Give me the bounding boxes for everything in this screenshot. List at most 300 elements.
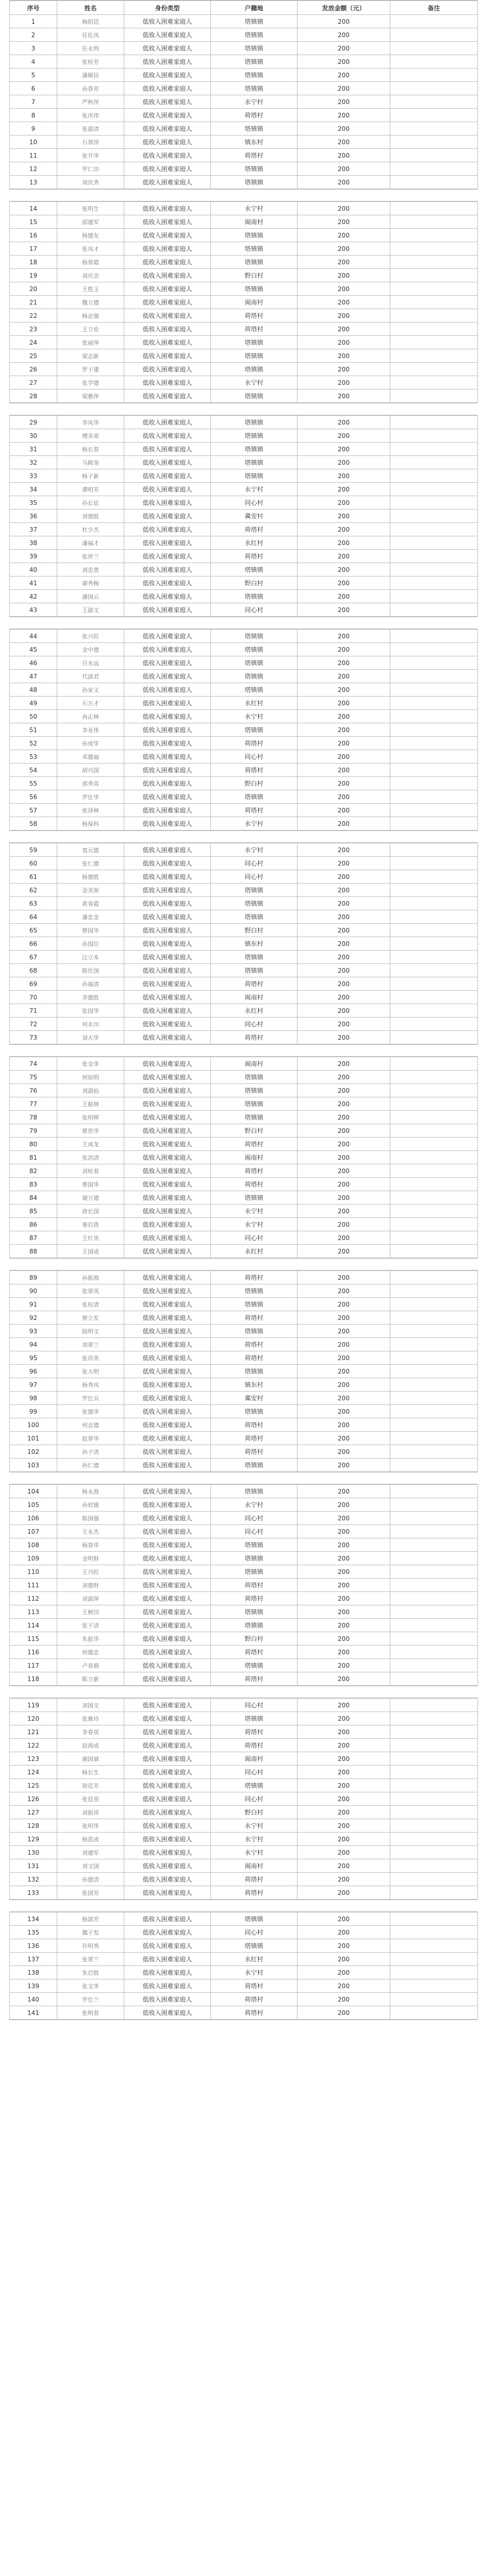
- cell-type: 低收入困难家庭人: [124, 55, 211, 69]
- cell-amount: 200: [298, 149, 390, 162]
- cell-amount: 200: [298, 710, 390, 723]
- cell-village: 塔镇镇: [211, 1084, 298, 1097]
- table-row: [10, 1525, 478, 1538]
- beneficiary-table: [9, 1912, 478, 2020]
- cell-amount: 200: [298, 1565, 390, 1579]
- cell-type: 低收入困难家庭人: [124, 804, 211, 817]
- cell-name: 王国成: [57, 1245, 124, 1258]
- cell-village: 永红村: [211, 1004, 298, 1018]
- cell-village: 塔镇镇: [211, 1097, 298, 1111]
- cell-type: 低收入困难家庭人: [124, 764, 211, 777]
- cell-amount: 200: [298, 1752, 390, 1766]
- cell-no: 70: [10, 991, 57, 1004]
- cell-note: [390, 656, 478, 670]
- cell-type: 低收入困难家庭人: [124, 510, 211, 523]
- cell-name: 金明财: [57, 1552, 124, 1565]
- cell-no: 130: [10, 1846, 57, 1859]
- cell-note: [390, 1592, 478, 1605]
- cell-name: 张文华: [57, 1979, 124, 1993]
- header-no: 序号: [10, 1, 57, 15]
- cell-type: 低收入困难家庭人: [124, 1338, 211, 1351]
- cell-no: 102: [10, 1445, 57, 1459]
- table-row: [10, 804, 478, 817]
- header-type: 身份类型: [124, 1, 211, 15]
- cell-village: 塔镇镇: [211, 229, 298, 242]
- cell-village: 冀安村: [211, 510, 298, 523]
- cell-note: [390, 1138, 478, 1151]
- cell-type: 低收入困难家庭人: [124, 256, 211, 269]
- cell-amount: 200: [298, 122, 390, 135]
- table-row: [10, 910, 478, 924]
- table-row: [10, 1191, 478, 1205]
- cell-village: 荷塔村: [211, 1311, 298, 1325]
- cell-name: 杨德胜: [57, 870, 124, 884]
- cell-no: 23: [10, 323, 57, 336]
- cell-name: 杨志强: [57, 309, 124, 323]
- table-row: [10, 1632, 478, 1646]
- cell-type: 低收入困难家庭人: [124, 469, 211, 483]
- cell-type: 低收入困难家庭人: [124, 1057, 211, 1071]
- table-row: [10, 857, 478, 870]
- cell-name: 王振林: [57, 1097, 124, 1111]
- table-row: [10, 1459, 478, 1472]
- cell-name: 吕永远: [57, 656, 124, 670]
- cell-type: 低收入困难家庭人: [124, 1632, 211, 1646]
- cell-note: [390, 870, 478, 884]
- table-row: [10, 376, 478, 389]
- cell-type: 低收入困难家庭人: [124, 1031, 211, 1044]
- cell-name: 张淑清: [57, 122, 124, 135]
- table-row: [10, 1966, 478, 1979]
- cell-village: 塔镇镇: [211, 670, 298, 683]
- cell-note: [390, 884, 478, 897]
- cell-note: [390, 202, 478, 215]
- cell-type: 低收入困难家庭人: [124, 603, 211, 617]
- cell-village: 塔镇镇: [211, 1459, 298, 1472]
- cell-name: 胡兴国: [57, 764, 124, 777]
- table-row: [10, 656, 478, 670]
- cell-name: 罗仕兰: [57, 1993, 124, 2006]
- cell-note: [390, 1739, 478, 1752]
- cell-village: 荷塔村: [211, 1592, 298, 1605]
- cell-no: 24: [10, 336, 57, 349]
- cell-no: 80: [10, 1138, 57, 1151]
- table-row: [10, 1124, 478, 1138]
- cell-note: [390, 1912, 478, 1926]
- cell-amount: 200: [298, 176, 390, 189]
- cell-type: 低收入困难家庭人: [124, 429, 211, 443]
- cell-village: 荷塔村: [211, 1432, 298, 1445]
- cell-note: [390, 15, 478, 28]
- cell-name: 罗仕华: [57, 790, 124, 804]
- cell-note: [390, 176, 478, 189]
- cell-type: 低收入困难家庭人: [124, 1271, 211, 1284]
- table-sheet: [9, 0, 477, 190]
- cell-no: 62: [10, 884, 57, 897]
- cell-name: 张翠英: [57, 1284, 124, 1298]
- cell-note: [390, 603, 478, 617]
- cell-no: 5: [10, 69, 57, 82]
- table-row: [10, 510, 478, 523]
- cell-amount: 200: [298, 843, 390, 857]
- cell-no: 7: [10, 95, 57, 109]
- cell-village: 塔镇镇: [211, 256, 298, 269]
- table-row: [10, 323, 478, 336]
- cell-type: 低收入困难家庭人: [124, 1218, 211, 1231]
- cell-village: 塔镇镇: [211, 563, 298, 577]
- cell-type: 低收入困难家庭人: [124, 336, 211, 349]
- cell-type: 低收入困难家庭人: [124, 1833, 211, 1846]
- cell-amount: 200: [298, 1725, 390, 1739]
- table-row: [10, 1659, 478, 1672]
- cell-village: 同心村: [211, 603, 298, 617]
- cell-name: 蔡世华: [57, 1124, 124, 1138]
- cell-name: 李凤华: [57, 416, 124, 429]
- cell-amount: 200: [298, 269, 390, 282]
- table-row: [10, 764, 478, 777]
- cell-village: 永红村: [211, 1245, 298, 1258]
- cell-name: 谢万德: [57, 1191, 124, 1205]
- cell-note: [390, 991, 478, 1004]
- cell-village: 塔镇镇: [211, 336, 298, 349]
- cell-type: 低收入困难家庭人: [124, 1459, 211, 1472]
- cell-village: 荷塔村: [211, 1031, 298, 1044]
- cell-name: 代淑君: [57, 670, 124, 683]
- table-sheet: [9, 842, 477, 1045]
- cell-name: 陈仕国: [57, 964, 124, 977]
- table-row: [10, 296, 478, 309]
- cell-name: 刘建军: [57, 1846, 124, 1859]
- cell-type: 低收入困难家庭人: [124, 750, 211, 764]
- table-row: [10, 149, 478, 162]
- cell-type: 低收入困难家庭人: [124, 577, 211, 590]
- cell-amount: 200: [298, 1498, 390, 1512]
- cell-note: [390, 336, 478, 349]
- cell-name: 王立伦: [57, 323, 124, 336]
- cell-no: 78: [10, 1111, 57, 1124]
- cell-type: 低收入困难家庭人: [124, 1071, 211, 1084]
- cell-type: 低收入困难家庭人: [124, 1712, 211, 1725]
- table-row: [10, 1084, 478, 1097]
- table-row: [10, 630, 478, 643]
- cell-type: 低收入困难家庭人: [124, 282, 211, 296]
- cell-no: 105: [10, 1498, 57, 1512]
- table-row: [10, 1993, 478, 2006]
- cell-name: 杨淑芳: [57, 1912, 124, 1926]
- cell-type: 低收入困难家庭人: [124, 777, 211, 790]
- cell-village: 闽南村: [211, 296, 298, 309]
- cell-note: [390, 910, 478, 924]
- cell-amount: 200: [298, 1004, 390, 1018]
- cell-amount: 200: [298, 55, 390, 69]
- cell-type: 低收入困难家庭人: [124, 483, 211, 496]
- cell-amount: 200: [298, 804, 390, 817]
- header-village: 户籍地: [211, 1, 298, 15]
- cell-no: 2: [10, 28, 57, 42]
- cell-type: 低收入困难家庭人: [124, 95, 211, 109]
- cell-village: 塔镇镇: [211, 15, 298, 28]
- table-sheet: [9, 1698, 477, 1900]
- cell-amount: 200: [298, 1298, 390, 1311]
- cell-type: 低收入困难家庭人: [124, 1538, 211, 1552]
- cell-amount: 200: [298, 577, 390, 590]
- cell-no: 135: [10, 1926, 57, 1939]
- cell-note: [390, 1018, 478, 1031]
- table-row: [10, 870, 478, 884]
- cell-village: 同心村: [211, 750, 298, 764]
- cell-village: 荷塔村: [211, 2006, 298, 2020]
- cell-village: 塔镇镇: [211, 242, 298, 256]
- cell-name: 黄春霞: [57, 897, 124, 910]
- cell-note: [390, 1084, 478, 1097]
- cell-note: [390, 483, 478, 496]
- cell-no: 127: [10, 1806, 57, 1819]
- cell-type: 低收入困难家庭人: [124, 563, 211, 577]
- cell-note: [390, 242, 478, 256]
- table-row: [10, 1565, 478, 1579]
- cell-amount: 200: [298, 1512, 390, 1525]
- cell-amount: 200: [298, 1859, 390, 1873]
- cell-note: [390, 135, 478, 149]
- cell-name: 张洪英: [57, 1351, 124, 1365]
- cell-note: [390, 817, 478, 831]
- cell-type: 低收入困难家庭人: [124, 1725, 211, 1739]
- cell-note: [390, 1752, 478, 1766]
- cell-amount: 200: [298, 1846, 390, 1859]
- cell-village: 荷塔村: [211, 1979, 298, 1993]
- cell-name: 刘德胜: [57, 510, 124, 523]
- cell-note: [390, 777, 478, 790]
- cell-amount: 200: [298, 737, 390, 750]
- cell-note: [390, 1939, 478, 1953]
- table-row: [10, 1284, 478, 1298]
- cell-amount: 200: [298, 1445, 390, 1459]
- cell-name: 唐长国: [57, 1205, 124, 1218]
- cell-name: 张桂芳: [57, 55, 124, 69]
- cell-note: [390, 1071, 478, 1084]
- cell-type: 低收入困难家庭人: [124, 1699, 211, 1712]
- cell-village: 塔镇镇: [211, 590, 298, 603]
- cell-name: 李德胜: [57, 991, 124, 1004]
- cell-amount: 200: [298, 924, 390, 937]
- cell-type: 低收入困难家庭人: [124, 857, 211, 870]
- cell-amount: 200: [298, 215, 390, 229]
- table-row: [10, 1766, 478, 1779]
- cell-village: 塔镇镇: [211, 28, 298, 42]
- cell-type: 低收入困难家庭人: [124, 1552, 211, 1565]
- cell-amount: 200: [298, 496, 390, 510]
- cell-type: 低收入困难家庭人: [124, 1512, 211, 1525]
- cell-name: 蔡立发: [57, 1311, 124, 1325]
- cell-no: 115: [10, 1632, 57, 1646]
- cell-no: 47: [10, 670, 57, 683]
- cell-type: 低收入困难家庭人: [124, 1097, 211, 1111]
- table-row: [10, 843, 478, 857]
- cell-name: 杨长生: [57, 1766, 124, 1779]
- cell-amount: 200: [298, 1071, 390, 1084]
- cell-note: [390, 723, 478, 737]
- cell-type: 低收入困难家庭人: [124, 82, 211, 95]
- cell-note: [390, 1993, 478, 2006]
- cell-no: 20: [10, 282, 57, 296]
- table-row: [10, 723, 478, 737]
- cell-note: [390, 643, 478, 656]
- cell-note: [390, 1151, 478, 1164]
- cell-note: [390, 897, 478, 910]
- cell-village: 塔镇镇: [211, 1485, 298, 1498]
- cell-no: 31: [10, 443, 57, 456]
- cell-name: 冉正林: [57, 710, 124, 723]
- cell-note: [390, 683, 478, 697]
- cell-note: [390, 563, 478, 577]
- cell-no: 17: [10, 242, 57, 256]
- cell-name: 杨德友: [57, 229, 124, 242]
- cell-type: 低收入困难家庭人: [124, 296, 211, 309]
- cell-no: 86: [10, 1218, 57, 1231]
- table-row: [10, 1926, 478, 1939]
- beneficiary-table: [9, 1270, 478, 1472]
- cell-no: 4: [10, 55, 57, 69]
- cell-village: 塔镇镇: [211, 1619, 298, 1632]
- cell-amount: 200: [298, 363, 390, 376]
- cell-amount: 200: [298, 28, 390, 42]
- cell-type: 低收入困难家庭人: [124, 1565, 211, 1579]
- cell-village: 野白村: [211, 1632, 298, 1646]
- cell-type: 低收入困难家庭人: [124, 149, 211, 162]
- cell-village: 塔镇镇: [211, 1365, 298, 1378]
- cell-note: [390, 1338, 478, 1351]
- cell-note: [390, 349, 478, 363]
- cell-no: 79: [10, 1124, 57, 1138]
- cell-note: [390, 1311, 478, 1325]
- cell-village: 镇东村: [211, 135, 298, 149]
- cell-note: [390, 1565, 478, 1579]
- cell-type: 低收入困难家庭人: [124, 1739, 211, 1752]
- table-row: [10, 603, 478, 617]
- cell-type: 低收入困难家庭人: [124, 376, 211, 389]
- cell-village: 塔镇镇: [211, 162, 298, 176]
- cell-no: 50: [10, 710, 57, 723]
- cell-amount: 200: [298, 1912, 390, 1926]
- cell-type: 低收入困难家庭人: [124, 1579, 211, 1592]
- cell-name: 何德忠: [57, 1646, 124, 1659]
- cell-no: 13: [10, 176, 57, 189]
- cell-no: 75: [10, 1071, 57, 1084]
- cell-name: 魏子发: [57, 1926, 124, 1939]
- cell-note: [390, 1392, 478, 1405]
- cell-village: 野白村: [211, 777, 298, 790]
- cell-note: [390, 1525, 478, 1538]
- cell-type: 低收入困难家庭人: [124, 590, 211, 603]
- cell-note: [390, 1218, 478, 1231]
- cell-village: 荷塔村: [211, 1138, 298, 1151]
- cell-no: 68: [10, 964, 57, 977]
- table-row: [10, 1672, 478, 1686]
- cell-village: 塔镇镇: [211, 1284, 298, 1298]
- cell-amount: 200: [298, 1806, 390, 1819]
- cell-village: 塔镇镇: [211, 176, 298, 189]
- table-row: [10, 937, 478, 951]
- cell-note: [390, 215, 478, 229]
- cell-amount: 200: [298, 897, 390, 910]
- cell-no: 51: [10, 723, 57, 737]
- table-row: [10, 1071, 478, 1084]
- cell-name: 张泽林: [57, 804, 124, 817]
- cell-name: 张金华: [57, 1057, 124, 1071]
- table-row: [10, 977, 478, 991]
- cell-name: 刘桂春: [57, 1164, 124, 1178]
- table-row: [10, 109, 478, 122]
- cell-no: 59: [10, 843, 57, 857]
- cell-village: 闽南村: [211, 1752, 298, 1766]
- cell-type: 低收入困难家庭人: [124, 135, 211, 149]
- cell-amount: 200: [298, 1191, 390, 1205]
- cell-village: 冀安村: [211, 1392, 298, 1405]
- cell-village: 塔镇镇: [211, 1071, 298, 1084]
- cell-note: [390, 1271, 478, 1284]
- cell-note: [390, 536, 478, 550]
- cell-amount: 200: [298, 135, 390, 149]
- cell-no: 121: [10, 1725, 57, 1739]
- cell-no: 6: [10, 82, 57, 95]
- cell-note: [390, 1646, 478, 1659]
- cell-village: 野白村: [211, 1806, 298, 1819]
- cell-type: 低收入困难家庭人: [124, 1445, 211, 1459]
- cell-name: 邱建军: [57, 215, 124, 229]
- table-row: [10, 1592, 478, 1605]
- beneficiary-table: [9, 415, 478, 617]
- cell-name: 孙长征: [57, 496, 124, 510]
- cell-type: 低收入困难家庭人: [124, 1966, 211, 1979]
- cell-note: [390, 456, 478, 469]
- table-row: [10, 1953, 478, 1966]
- cell-note: [390, 1325, 478, 1338]
- cell-note: [390, 1859, 478, 1873]
- cell-note: [390, 1579, 478, 1592]
- cell-type: 低收入困难家庭人: [124, 1993, 211, 2006]
- cell-amount: 200: [298, 1766, 390, 1779]
- cell-village: 塔镇镇: [211, 429, 298, 443]
- cell-amount: 200: [298, 563, 390, 577]
- cell-name: 何如明: [57, 1071, 124, 1084]
- table-row: [10, 215, 478, 229]
- cell-village: 荷塔村: [211, 1725, 298, 1739]
- beneficiary-table: [9, 1057, 478, 1258]
- cell-village: 永红村: [211, 697, 298, 710]
- cell-note: [390, 1111, 478, 1124]
- cell-no: 44: [10, 630, 57, 643]
- header-name: 姓名: [57, 1, 124, 15]
- cell-note: [390, 149, 478, 162]
- cell-no: 19: [10, 269, 57, 282]
- cell-note: [390, 710, 478, 723]
- cell-village: 塔镇镇: [211, 1191, 298, 1205]
- cell-no: 69: [10, 977, 57, 991]
- cell-village: 永红村: [211, 536, 298, 550]
- table-row: [10, 1846, 478, 1859]
- table-row: [10, 69, 478, 82]
- cell-note: [390, 1699, 478, 1712]
- table-row: [10, 282, 478, 296]
- cell-name: 杨秀凤: [57, 1378, 124, 1392]
- table-row: [10, 1392, 478, 1405]
- table-row: [10, 964, 478, 977]
- cell-type: 低收入困难家庭人: [124, 1392, 211, 1405]
- cell-note: [390, 429, 478, 443]
- cell-no: 33: [10, 469, 57, 483]
- cell-note: [390, 977, 478, 991]
- table-row: [10, 951, 478, 964]
